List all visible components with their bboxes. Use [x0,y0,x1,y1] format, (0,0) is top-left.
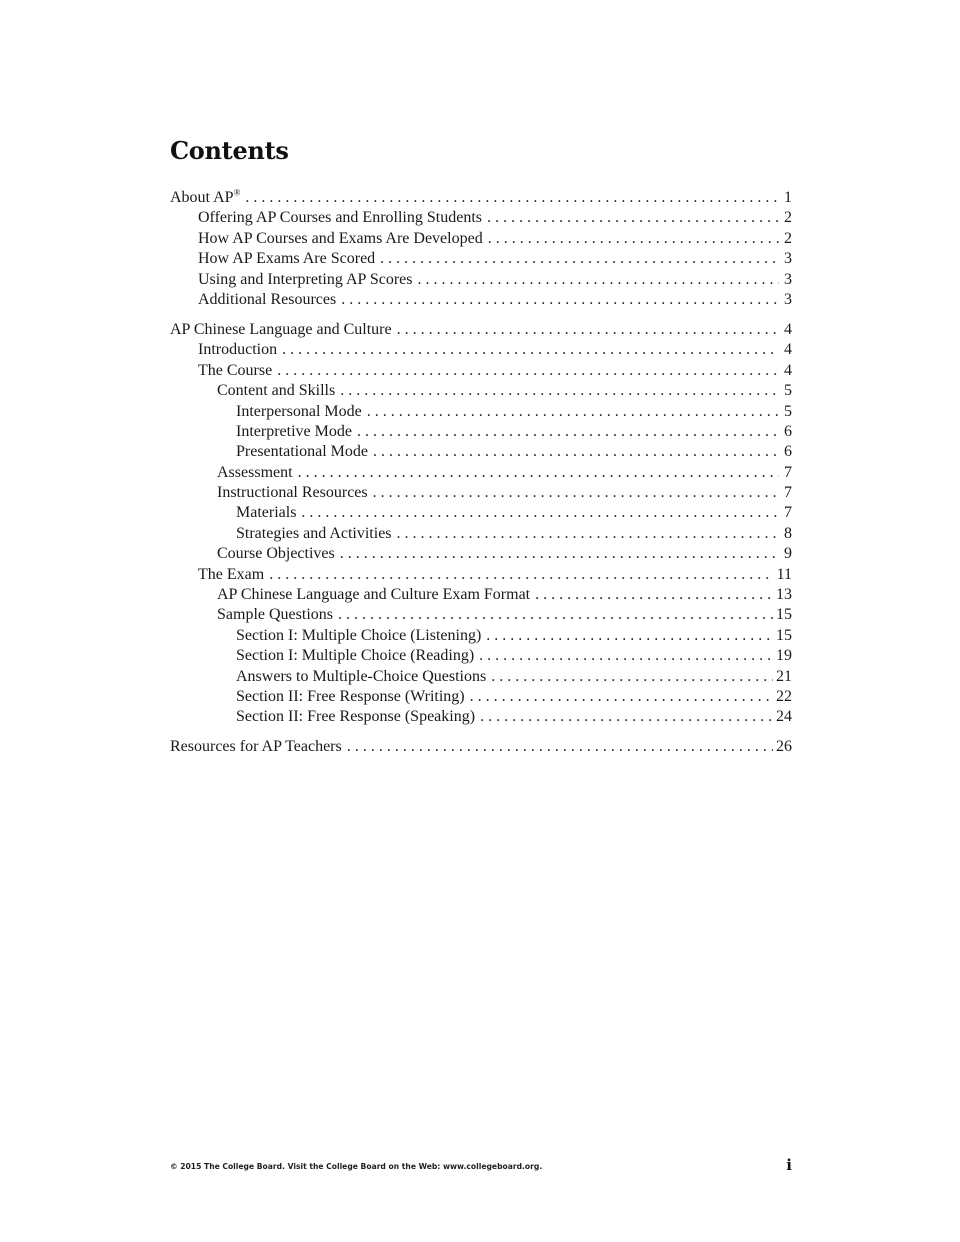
toc-entry-label [198,340,277,360]
toc-entry-label [236,422,352,442]
toc-entry-label-text: Assessment [217,463,293,481]
dot-leader [487,208,779,228]
toc-entry-label-text: The Course [198,361,273,379]
toc-entry-label-text: Offering AP Courses and Enrolling Students [198,209,482,227]
toc-entry-label [217,605,333,625]
toc-entry-label-text: Section I: Multiple Choice (Listening) [236,626,482,644]
dot-leader [340,544,779,564]
toc-entry[interactable] [170,667,792,687]
toc-entry[interactable] [170,361,792,381]
toc-entry-label [217,585,530,605]
dot-leader [282,340,779,360]
dot-leader [341,290,779,310]
toc-entry-page: 3 [784,250,792,268]
toc-entry-page: 13 [776,586,792,604]
toc-entry[interactable] [170,402,792,422]
dot-leader [373,442,779,462]
toc-entry-label-text: Resources for AP Teachers [170,738,342,756]
toc-entry-label-text: Course Objectives [217,545,335,563]
toc-entry-label [198,270,412,290]
toc-entry-label-text: Sample Questions [217,606,333,624]
toc-entry-page: 3 [784,270,792,288]
toc-entry-label [236,667,486,687]
toc-entry-page: 6 [784,443,792,461]
toc-entry-label-text: Materials [236,504,297,522]
toc-entry-label [217,483,368,503]
toc-entry-label-text: Instructional Resources [217,484,368,502]
toc-entry-page: 2 [784,229,792,247]
toc-entry-label [198,229,483,249]
toc-entry[interactable] [170,422,792,442]
toc-entry-label [217,381,335,401]
toc-entry-page: 1 [784,189,792,206]
toc-entry-label [236,503,296,523]
toc-entry[interactable] [170,626,792,646]
toc-entry-label-text: Answers to Multiple-Choice Questions [236,667,487,685]
toc-entry-label-text: Introduction [198,341,278,359]
toc-entry-page: 4 [784,320,792,338]
toc-entry-label-text: Interpretive Mode [236,422,352,440]
toc-entry[interactable] [170,503,792,523]
dot-leader [245,188,779,208]
toc-entry-label [217,544,335,564]
toc-entry-label-text: Section II: Free Response (Writing) [236,687,465,705]
toc-entry[interactable] [170,381,792,401]
toc-section [170,188,792,310]
toc-entry-label [170,320,392,340]
toc-entry[interactable] [170,687,792,707]
toc-entry-label-text: Interpersonal Mode [236,402,362,420]
toc-entry-page: 7 [784,504,792,522]
toc-entry-label [198,290,336,310]
dot-leader [417,270,779,290]
toc-entry-label-text: How AP Courses and Exams Are Developed [198,229,483,247]
toc-entry-label [236,402,362,422]
toc-entry[interactable] [170,340,792,360]
toc-entry-page: 6 [784,422,792,440]
toc-entry[interactable] [170,249,792,269]
dot-leader [357,422,779,442]
toc-entry-label-text: Presentational Mode [236,443,368,461]
toc-entry-label-text: Section II: Free Response (Speaking) [236,708,476,726]
toc-entry-page: 4 [784,361,792,379]
toc-section [170,737,792,757]
toc-entry[interactable] [170,463,792,483]
toc-entry-label-text: Section I: Multiple Choice (Reading) [236,647,475,665]
toc-entry-label [198,361,272,381]
toc-entry[interactable] [170,483,792,503]
toc-entry-label [170,737,342,757]
dot-leader [338,605,773,625]
toc-entry-label-text: Additional Resources [198,290,337,308]
page-title: Contents [170,136,289,165]
dot-leader [298,463,779,483]
toc-entry-page: 3 [784,290,792,308]
footer-copyright: © 2015 The College Board. Visit the College Board on the Web: www.collegeboard.org. [170,1162,543,1171]
toc-entry-label [198,565,264,585]
toc-entry-page: 7 [784,484,792,502]
toc-entry-page: 5 [784,402,792,420]
toc-entry-page: 11 [776,565,792,583]
toc-entry-page: 21 [776,667,792,685]
toc-entry[interactable] [170,290,792,310]
toc-entry-page: 4 [784,341,792,359]
toc-entry-label-text: About AP [170,189,234,206]
toc-entry-page: 9 [784,545,792,563]
dot-leader [301,503,779,523]
toc-entry[interactable] [170,707,792,727]
toc-entry-label-text: Content and Skills [217,382,336,400]
toc-entry-label-text: AP Chinese Language and Culture Exam Format [217,586,531,604]
toc-entry-label [198,249,375,269]
toc-entry-label [236,646,474,666]
dot-leader [488,229,779,249]
table-of-contents [170,188,792,767]
dot-leader [269,565,773,585]
page-number: i [786,1156,792,1174]
dot-leader [347,737,773,757]
toc-entry[interactable] [170,208,792,228]
toc-entry[interactable] [170,188,792,208]
dot-leader [491,667,773,687]
dot-leader [480,707,773,727]
toc-entry[interactable] [170,565,792,585]
dot-leader [397,320,779,340]
toc-entry-page: 24 [776,708,792,726]
toc-entry-label [217,463,293,483]
toc-entry[interactable] [170,229,792,249]
toc-entry[interactable] [170,585,792,605]
toc-entry-label-text: The Exam [198,565,265,583]
dot-leader [367,402,779,422]
toc-entry[interactable] [170,544,792,564]
dot-leader [479,646,773,666]
dot-leader [397,524,779,544]
toc-entry-label [170,188,240,208]
dot-leader [373,483,779,503]
toc-entry-page: 15 [776,626,792,644]
dot-leader [277,361,779,381]
toc-entry[interactable] [170,737,792,757]
toc-entry-page: 7 [784,463,792,481]
toc-entry-label-text: AP Chinese Language and Culture [170,320,392,338]
toc-entry-page: 19 [776,647,792,665]
toc-entry-label [236,687,465,707]
toc-entry-page: 5 [784,382,792,400]
dot-leader [340,381,779,401]
toc-entry[interactable] [170,320,792,340]
toc-entry-label-text: Using and Interpreting AP Scores [198,270,413,288]
toc-entry-label [198,208,482,228]
registered-mark: ® [233,187,241,198]
toc-entry-label [236,524,392,544]
toc-entry-page: 8 [784,524,792,542]
toc-entry-page: 26 [776,738,792,756]
toc-entry-label [236,707,475,727]
toc-entry[interactable] [170,442,792,462]
toc-entry[interactable] [170,270,792,290]
toc-entry-label [236,442,368,462]
toc-entry-label-text: Strategies and Activities [236,524,392,542]
toc-entry-label-text: How AP Exams Are Scored [198,250,376,268]
dot-leader [486,626,773,646]
toc-entry-page: 22 [776,687,792,705]
toc-entry[interactable] [170,524,792,544]
toc-entry-page: 15 [776,606,792,624]
toc-entry[interactable] [170,605,792,625]
toc-entry[interactable] [170,646,792,666]
toc-entry-page: 2 [784,209,792,227]
dot-leader [535,585,773,605]
dot-leader [470,687,773,707]
dot-leader [380,249,779,269]
toc-section [170,320,792,728]
toc-entry-label [236,626,481,646]
